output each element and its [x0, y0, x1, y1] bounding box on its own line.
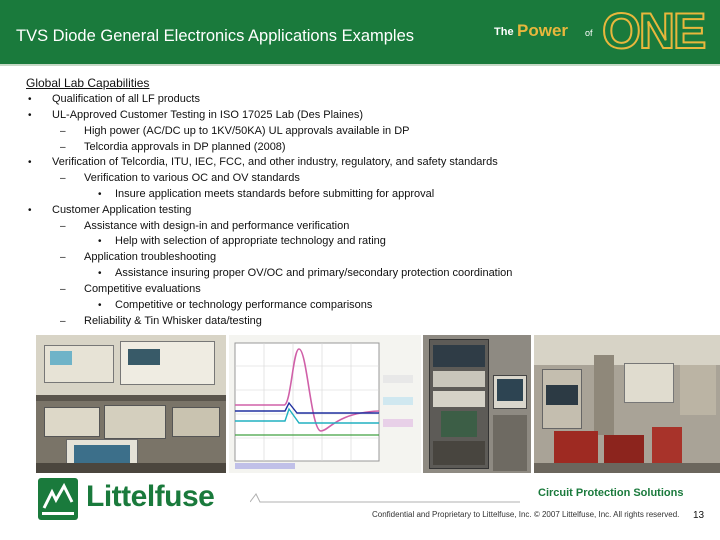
bullet-marker: •	[98, 268, 102, 279]
bullet-marker: •	[28, 110, 32, 121]
dash-marker: –	[60, 284, 66, 295]
dash-marker: –	[60, 221, 66, 232]
bullet-marker: •	[28, 94, 32, 105]
bullet-subsubitem: • Help with selection of appropriate technology and rating	[98, 235, 386, 247]
bullet-item: • Customer Application testing	[28, 204, 192, 216]
bullet-marker: •	[98, 236, 102, 247]
lab-floor-photo	[534, 335, 720, 473]
lab-bench-photo	[36, 335, 226, 473]
bullet-item: • UL-Approved Customer Testing in ISO 17025 Lab (Des Plaines)	[28, 109, 364, 121]
dash-marker: –	[60, 142, 66, 153]
brand-one: ONE	[602, 3, 705, 59]
bullet-subitem: – Application troubleshooting	[60, 251, 217, 263]
bullet-marker: •	[98, 300, 102, 311]
dash-marker: –	[60, 126, 66, 137]
bullet-subitem: – Assistance with design-in and performance verification	[60, 220, 350, 232]
brand-the: The	[494, 26, 514, 38]
bullet-marker: •	[28, 205, 32, 216]
equipment-rack-photo	[423, 335, 531, 473]
bullet-marker: •	[28, 157, 32, 168]
bullet-subitem: – Reliability & Tin Whisker data/testing	[60, 315, 262, 327]
page-number: 13	[693, 510, 705, 521]
littelfuse-logo-icon	[38, 478, 78, 520]
dash-marker: –	[60, 173, 66, 184]
bullet-subitem: – Telcordia approvals in DP planned (2008)	[60, 141, 286, 153]
bullet-item: • Verification of Telcordia, ITU, IEC, FCC, and other industry, regulatory, and safety standards	[28, 156, 498, 168]
brand-power: Power	[517, 21, 569, 40]
bullet-item: • Qualification of all LF products	[28, 93, 200, 105]
section-title: Global Lab Capabilities	[26, 76, 150, 90]
bullet-subsubitem: • Insure application meets standards before submitting for approval	[98, 188, 435, 200]
brand-of: of	[585, 28, 593, 38]
confidential-notice: Confidential and Proprietary to Littelfuse, Inc. © 2007 Littelfuse, Inc. All rights reserved.	[372, 510, 680, 519]
bullet-subitem: – Competitive evaluations	[60, 283, 201, 295]
bullet-marker: •	[98, 189, 102, 200]
littelfuse-logo-text: Littelfuse	[86, 480, 215, 513]
tagline: Circuit Protection Solutions	[538, 487, 684, 499]
bullet-subsubitem: • Assistance insuring proper OV/OC and primary/secondary protection coordination	[98, 267, 513, 279]
header-divider	[0, 64, 720, 66]
oscilloscope-waveform-photo	[229, 335, 421, 473]
dash-marker: –	[60, 252, 66, 263]
bullet-subitem: – Verification to various OC and OV standards	[60, 172, 300, 184]
slide-title: TVS Diode General Electronics Applications Examples	[16, 27, 415, 45]
footer-swoosh-line	[250, 488, 520, 508]
waveform-graphic	[229, 335, 421, 473]
power-of-one-logo	[480, 0, 720, 64]
bullet-subsubitem: • Competitive or technology performance comparisons	[98, 299, 373, 311]
bullet-subitem: – High power (AC/DC up to 1KV/50KA) UL approvals available in DP	[60, 125, 410, 137]
header-bar	[0, 0, 720, 64]
dash-marker: –	[60, 316, 66, 327]
